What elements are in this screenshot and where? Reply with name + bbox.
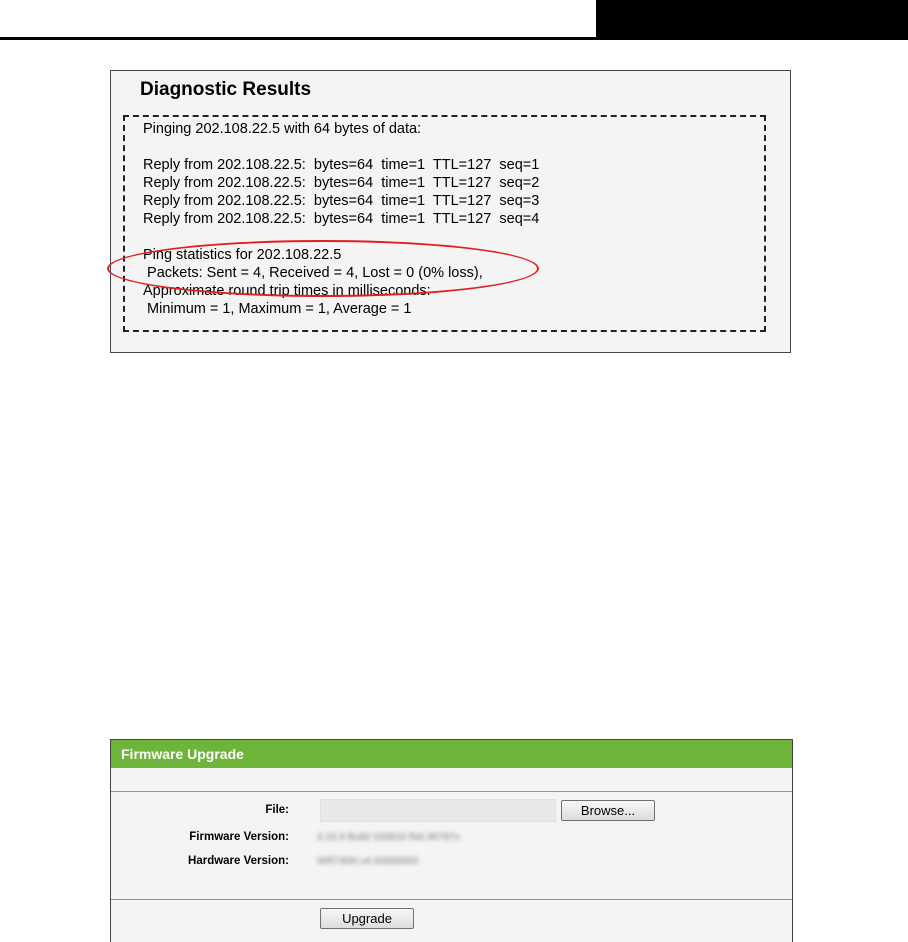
header-black-block xyxy=(596,0,908,38)
rtt-header-line: Approximate round trip times in milliseconds: xyxy=(143,283,431,299)
reply-line: Reply from 202.108.22.5: bytes=64 time=1 TTL=127 seq=1 xyxy=(143,157,540,173)
highlight-ellipse xyxy=(107,240,539,297)
separator xyxy=(111,899,792,900)
stats-header-line: Ping statistics for 202.108.22.5 xyxy=(143,247,342,263)
upgrade-button[interactable]: Upgrade xyxy=(320,908,414,929)
diagnostic-title: Diagnostic Results xyxy=(140,79,312,100)
file-label: File: xyxy=(265,804,289,816)
hardware-version-value: WR740N v4 00000000 xyxy=(317,856,419,867)
firmware-version-value: 3.16.9 Build 150616 Rel.36797n xyxy=(317,832,460,843)
firmware-version-label: Firmware Version: xyxy=(189,831,289,843)
firmware-panel xyxy=(110,739,793,942)
reply-line: Reply from 202.108.22.5: bytes=64 time=1 TTL=127 seq=4 xyxy=(143,211,540,227)
file-input[interactable] xyxy=(320,799,556,822)
packets-line: Packets: Sent = 4, Received = 4, Lost = 0 (0% loss), xyxy=(143,265,483,281)
reply-line: Reply from 202.108.22.5: bytes=64 time=1 TTL=127 seq=3 xyxy=(143,193,540,209)
separator xyxy=(111,791,792,792)
browse-button[interactable]: Browse... xyxy=(561,800,655,821)
rtt-values-line: Minimum = 1, Maximum = 1, Average = 1 xyxy=(143,301,412,317)
firmware-header: Firmware Upgrade xyxy=(111,740,792,768)
ping-header-line: Pinging 202.108.22.5 with 64 bytes of data: xyxy=(143,121,422,137)
reply-line: Reply from 202.108.22.5: bytes=64 time=1 TTL=127 seq=2 xyxy=(143,175,540,191)
hardware-version-label: Hardware Version: xyxy=(188,855,289,867)
diagnostic-output xyxy=(123,115,766,332)
diagnostic-panel xyxy=(110,70,791,353)
